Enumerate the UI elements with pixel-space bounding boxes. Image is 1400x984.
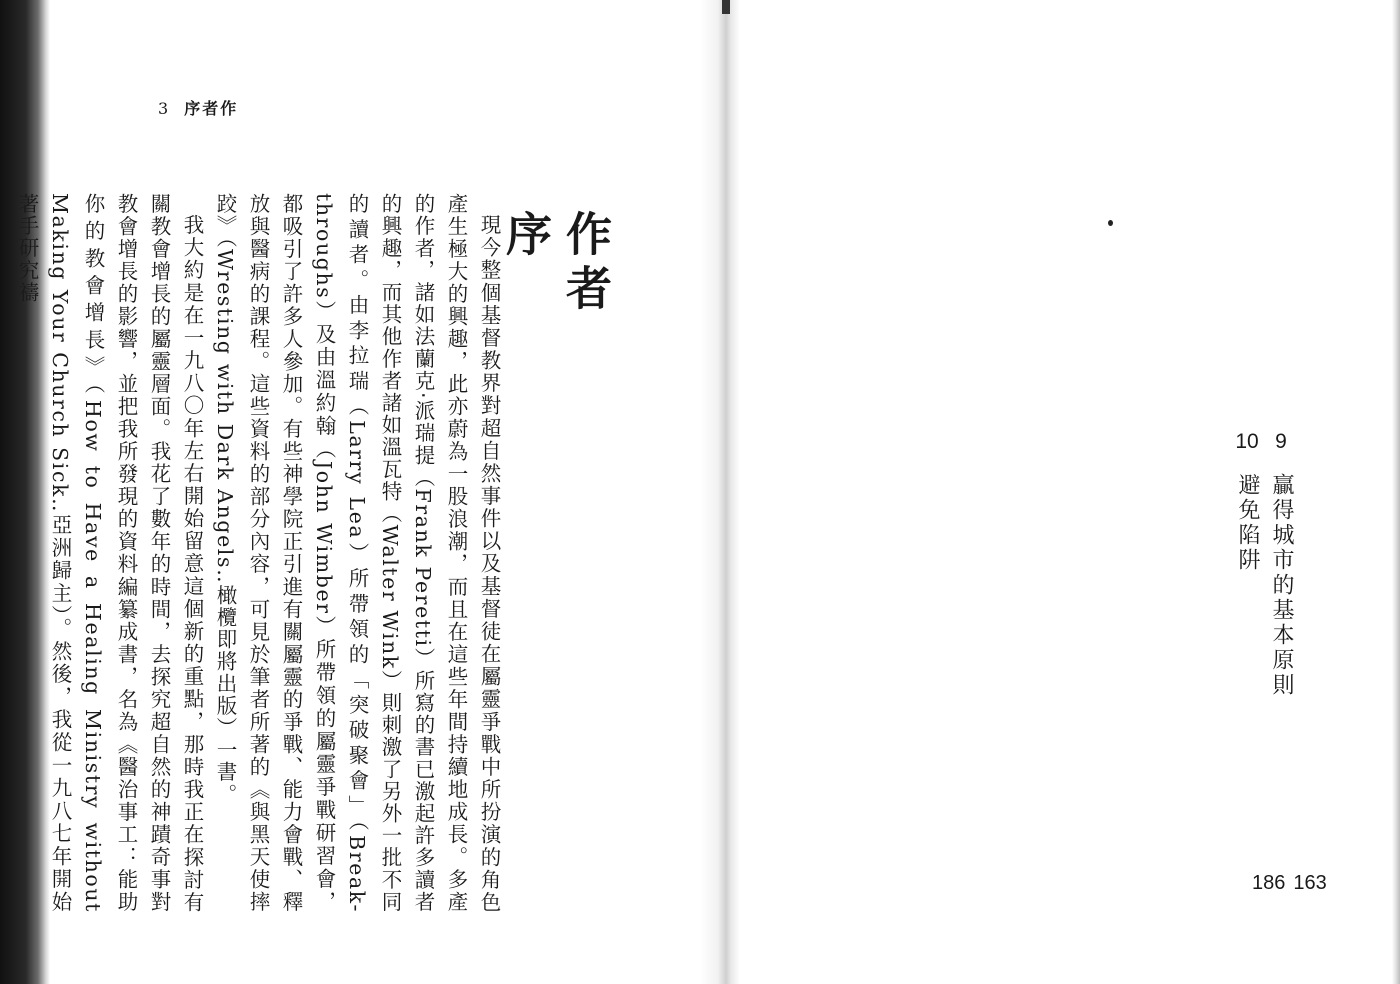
page-number: 3 (158, 99, 171, 118)
toc-page-ref: 163 (1293, 872, 1327, 894)
preface-body (15, 193, 505, 913)
toc-chapter-title: 避免陷阱 (1235, 473, 1260, 573)
preface-paragraph-2: 我大約是在一九八〇年左右開始留意這個新的重點，那時我正在探討有關教會增長的屬靈層面。我花了數年的時間，去探究超自然的神蹟奇事對教會增長的影響，並把我所發現的資料編纂成書，名為《醫治事工：能助你的教會增長》（How to Have a Healing Ministry without Making Your Church Sick‥亞洲歸主）。然後，我從一九八七年開始著手研究禱 (15, 193, 204, 913)
table-of-contents (1228, 425, 1298, 698)
preface-paragraph-1: 現今整個基督教界對超自然事件以及基督徒在屬靈爭戰中所扮演的角色產生極大的興趣，此亦蔚為一股浪潮，而且在這些年間持續地成長。多產的作者，諸如法蘭克‧派瑞提（Frank Peretti）所寫的書已激起許多讀者的興趣，而其他作者諸如溫瓦特（Walter Wink）則刺激了另外一批不同的讀者。由李拉瑞（Larry Lea）所帶領的「突破聚會」（Break-throughs）及由溫約翰（John Wimber）所帶領的屬靈爭戰研習會，都吸引了許多人參加。有些神學院正引進有關屬靈的爭戰、能力會戰、釋放與醫病的課程。這些資料的部分內容，可見於筆者所著的《與黑天使摔跤》（Wresting with Dark Angels‥橄欖即將出版）一書。 (213, 193, 501, 913)
toc-entry-10 (1230, 425, 1264, 675)
toc-entry-9 (1264, 425, 1298, 698)
toc-page-references (1244, 872, 1327, 895)
running-header (158, 96, 238, 119)
toc-chapter-number: 9 (1275, 430, 1287, 453)
toc-chapter-title: 贏得城市的基本原則 (1269, 473, 1294, 698)
page-edge-right (1392, 0, 1400, 984)
running-head-title: 序者作 (184, 99, 239, 118)
preface-title: 作者序 (499, 210, 613, 318)
page-gutter (700, 0, 760, 984)
gutter-mark (722, 0, 730, 14)
toc-page-ref: 186 (1252, 872, 1286, 894)
scan-speck (1108, 220, 1113, 226)
toc-chapter-number: 10 (1235, 430, 1259, 453)
